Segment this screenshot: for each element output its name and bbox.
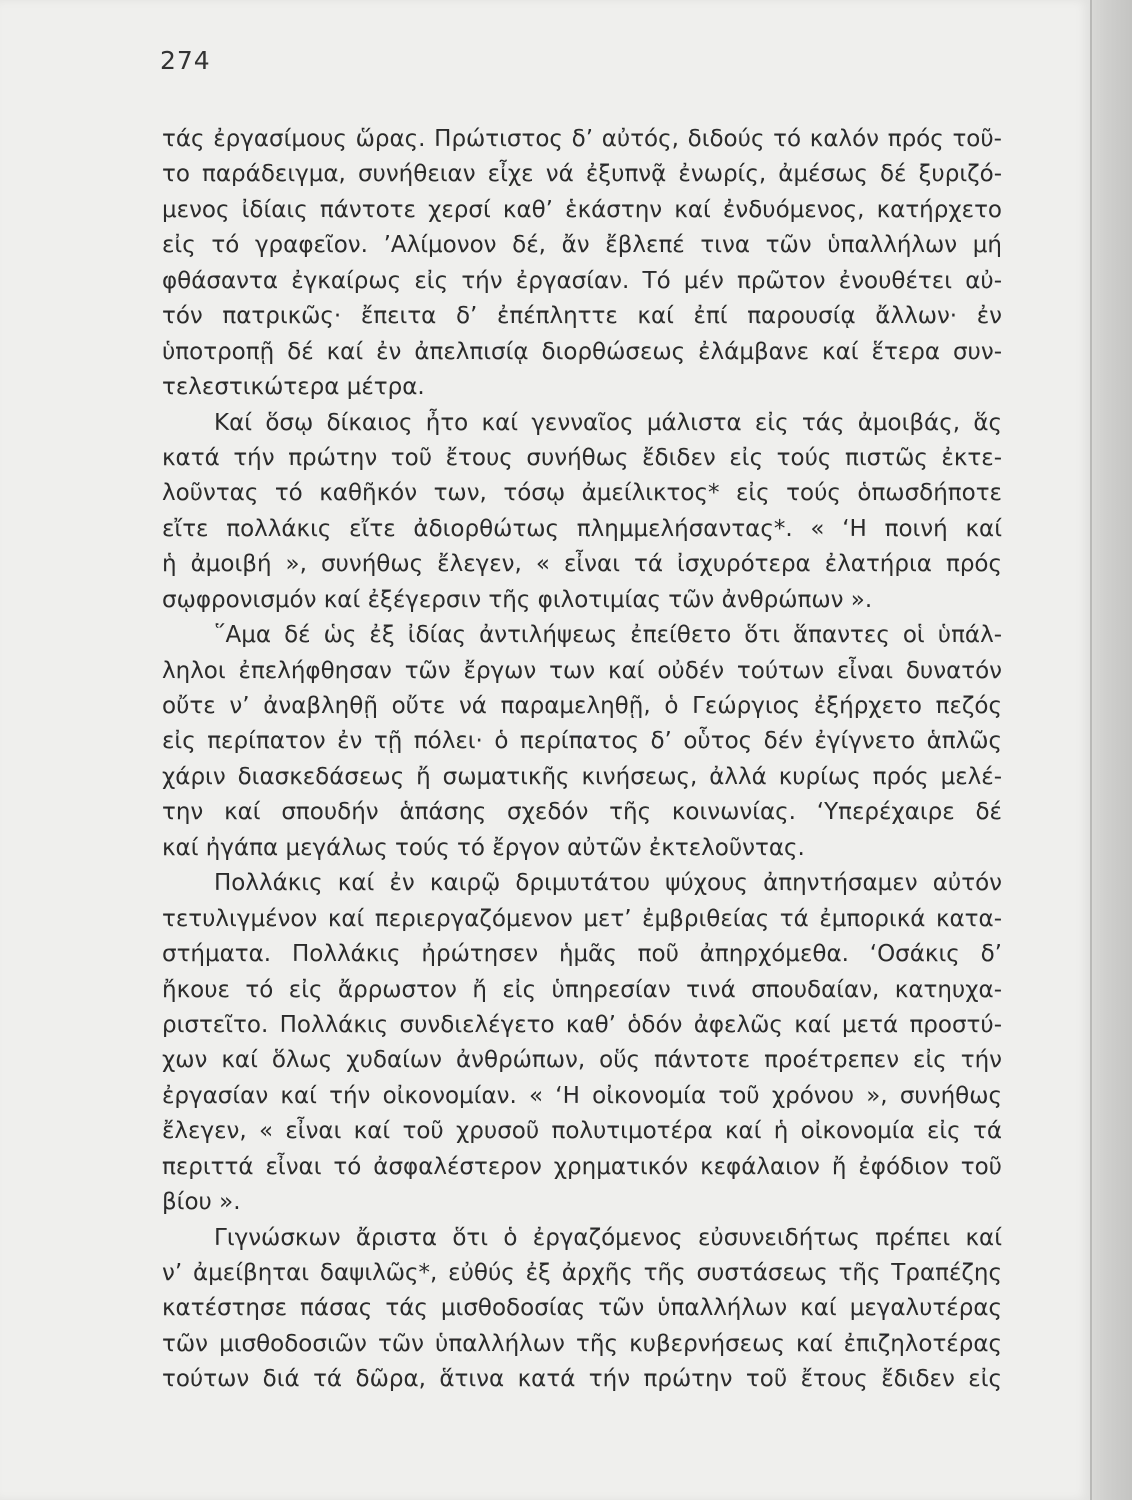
text-line: κατά τήν πρώτην τοῦ ἔτους συνήθως ἔδιδεν εἰς τούς πιστῶς ἐκτε-: [162, 444, 1002, 471]
text-line: τάς ἐργασίμους ὥρας. Πρώτιστος δ’ αὐτός, διδούς τό καλόν πρός τοῦ-: [162, 126, 1002, 152]
page-gutter-line: [1090, 0, 1092, 1500]
page-number: 274: [160, 46, 211, 75]
text-line: περιττά εἶναι τό ἀσφαλέστερον χρηματικόν κεφάλαιον ἤ ἐφόδιον τοῦ: [162, 1153, 1002, 1180]
text-line: Καί ὅσῳ δίκαιος ἦτο καί γενναῖος μάλιστα εἰς τάς ἀμοιβάς, ἅς: [214, 409, 1002, 436]
text-line: καί ἠγάπα μεγάλως τούς τό ἔργον αὐτῶν ἐκτελοῦντας.: [162, 834, 805, 861]
text-line: τετυλιγμένον καί περιεργαζόμενον μετ’ ἐμβριθείας τά ἐμπορικά κατα-: [162, 905, 1002, 932]
text-line: τῶν μισθοδοσιῶν τῶν ὑπαλλήλων τῆς κυβερνήσεως καί ἐπιζηλοτέρας: [162, 1330, 1002, 1357]
text-line: ἐργασίαν καί τήν οἰκονομίαν. « ‘Η οἰκονομία τοῦ χρόνου », συνήθως: [162, 1082, 1002, 1109]
text-line: ληλοι ἐπελήφθησαν τῶν ἔργων των καί οὐδέν τούτων εἶναι δυνατόν: [162, 657, 1002, 684]
text-line: εἴτε πολλάκις εἴτε ἀδιορθώτως πλημμελήσαντας*. « ‘Η ποινή καί: [162, 515, 1002, 542]
text-line: κατέστησε πάσας τάς μισθοδοσίας τῶν ὑπαλλήλων καί μεγαλυτέρας: [162, 1295, 1002, 1322]
body-text: [162, 122, 1002, 1398]
page-edge: [1090, 0, 1132, 1500]
text-line: τόν πατρικῶς· ἔπειτα δ’ ἐπέπληττε καί ἐπί παρουσίᾳ ἄλλων· ἐν: [162, 303, 1002, 330]
text-line: τούτων διά τά δῶρα, ἅτινα κατά τήν πρώτην τοῦ ἔτους ἔδιδεν εἰς: [162, 1366, 1002, 1393]
text-line: ἡ ἀμοιβή », συνήθως ἔλεγεν, « εἶναι τά ἰσχυρότερα ἐλατήρια πρός: [162, 551, 1002, 578]
text-line: φθάσαντα ἐγκαίρως εἰς τήν ἐργασίαν. Τό μέν πρῶτον ἐνουθέτει αὐ-: [162, 267, 1002, 294]
text-line: λοῦντας τό καθῆκόν των, τόσῳ ἀμείλικτος* εἰς τούς ὁπωσδήποτε: [162, 480, 1002, 507]
text-line: εἰς τό γραφεῖον. ’Αλίμονον δέ, ἄν ἔβλεπέ τινα τῶν ὑπαλλήλων μή: [162, 232, 1002, 259]
text-line: Γιγνώσκων ἄριστα ὅτι ὁ ἐργαζόμενος εὐσυνειδήτως πρέπει καί: [214, 1224, 1002, 1251]
text-line: χάριν διασκεδάσεως ἤ σωματικῆς κινήσεως, ἀλλά κυρίως πρός μελέ-: [162, 763, 1002, 790]
text-line: ὑποτροπῇ δέ καί ἐν ἀπελπισίᾳ διορθώσεως ἐλάμβανε καί ἕτερα συν-: [162, 338, 1002, 365]
text-line: οὔτε ν’ ἀναβληθῇ οὔτε νά παραμεληθῇ, ὁ Γεώργιος ἐξήρχετο πεζός: [162, 693, 1002, 719]
text-line: την καί σπουδήν ἁπάσης σχεδόν τῆς κοινωνίας. ‘Υπερέχαιρε δέ: [162, 799, 1002, 826]
text-line: χων καί ὅλως χυδαίων ἀνθρώπων, οὕς πάντοτε προέτρεπεν εἰς τήν: [162, 1047, 1002, 1074]
text-line: ριστεῖτο. Πολλάκις συνδιελέγετο καθ’ ὁδόν ἀφελῶς καί μετά προστύ-: [162, 1011, 1002, 1038]
text-line: σῳφρονισμόν καί ἐξέγερσιν τῆς φιλοτιμίας τῶν ἀνθρώπων ».: [162, 586, 873, 613]
text-line: στήματα. Πολλάκις ἠρώτησεν ἡμᾶς ποῦ ἀπηρχόμεθα. ‘Οσάκις δ’: [162, 941, 1002, 968]
text-line: ῞Αμα δέ ὡς ἐξ ἰδίας ἀντιλήψεως ἐπείθετο ὅτι ἅπαντες οἱ ὑπάλ-: [214, 622, 1002, 649]
text-line: τελεστικώτερα μέτρα.: [162, 374, 425, 401]
text-line: μενος ἰδίαις πάντοτε χερσί καθ’ ἑκάστην καί ἐνδυόμενος, κατήρχετο: [162, 196, 1002, 223]
text-line: εἰς περίπατον ἐν τῇ πόλει· ὁ περίπατος δ’ οὗτος δέν ἐγίγνετο ἁπλῶς: [162, 728, 1002, 755]
text-line: ν’ ἀμείβηται δαψιλῶς*, εὐθύς ἐξ ἀρχῆς τῆς συστάσεως τῆς Τραπέζης: [162, 1260, 1002, 1286]
text-line: ἤκουε τό εἰς ἄρρωστον ἤ εἰς ὑπηρεσίαν τινά σπουδαίαν, κατηυχα-: [162, 976, 1002, 1003]
text-line: το παράδειγμα, συνήθειαν εἶχε νά ἐξυπνᾷ ἐνωρίς, ἀμέσως δέ ξυριζό-: [162, 161, 1002, 188]
text-line: βίου ».: [162, 1189, 241, 1216]
text-line: ἔλεγεν, « εἶναι καί τοῦ χρυσοῦ πολυτιμοτέρα καί ἡ οἰκονομία εἰς τά: [162, 1118, 1002, 1145]
text-line: Πολλάκις καί ἐν καιρῷ δριμυτάτου ψύχους ἀπηντήσαμεν αὐτόν: [214, 870, 1002, 897]
